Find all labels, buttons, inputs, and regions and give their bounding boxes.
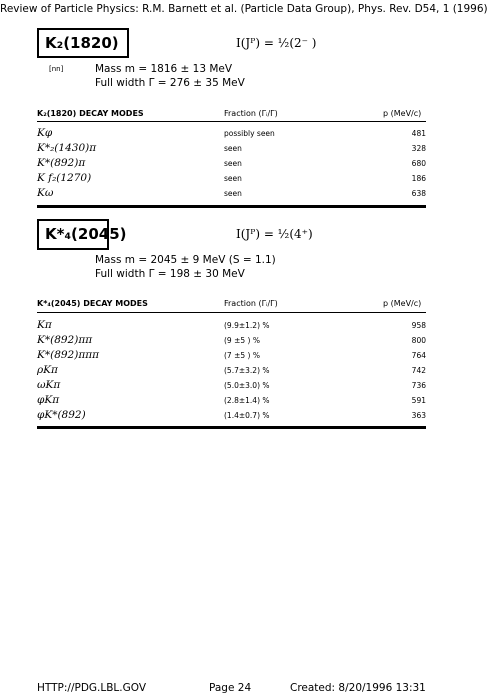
decay-mode: φK*(892) bbox=[37, 409, 86, 421]
quantum-numbers: I(Jᴾ) = ½(4⁺) bbox=[236, 227, 313, 241]
table-row bbox=[37, 364, 426, 376]
width-line: Full width Γ = 198 ± 30 MeV bbox=[95, 268, 245, 280]
decay-mode: Kφ bbox=[37, 127, 53, 139]
momentum: 638 bbox=[411, 189, 426, 198]
table-row bbox=[37, 319, 426, 331]
momentum-header: p (MeV/c) bbox=[383, 299, 422, 308]
momentum: 186 bbox=[411, 174, 426, 183]
mass-line: Mass m = 2045 ± 9 MeV (S = 1.1) bbox=[95, 254, 276, 266]
momentum: 680 bbox=[411, 159, 426, 168]
decay-modes-header: K*₄(2045) DECAY MODES bbox=[37, 299, 148, 308]
particle-name: K₂(1820) bbox=[45, 34, 119, 52]
momentum: 481 bbox=[411, 129, 426, 138]
fraction: seen bbox=[224, 159, 242, 168]
footnote-marker: [nn] bbox=[49, 65, 64, 73]
width-line: Full width Γ = 276 ± 35 MeV bbox=[95, 77, 245, 89]
decay-mode: K*(892)π bbox=[37, 157, 86, 169]
page-header: Review of Particle Physics: R.M. Barnett et al. (Particle Data Group), Phys. Rev. D54, 1 (1996) bbox=[0, 3, 488, 15]
table-row bbox=[37, 187, 426, 199]
section-rule bbox=[37, 426, 426, 429]
footer-url: HTTP://PDG.LBL.GOV bbox=[37, 682, 147, 694]
table-row bbox=[37, 394, 426, 406]
fraction: seen bbox=[224, 174, 242, 183]
particle-name: K*₄(2045) bbox=[45, 225, 127, 243]
table-row bbox=[37, 334, 426, 346]
decay-modes-header: K₂(1820) DECAY MODES bbox=[37, 109, 144, 118]
quantum-numbers: I(Jᴾ) = ½(2⁻ ) bbox=[236, 36, 317, 50]
fraction: (1.4±0.7) % bbox=[224, 411, 270, 420]
fraction: (5.0±3.0) % bbox=[224, 381, 270, 390]
decay-mode: Kπ bbox=[37, 319, 52, 331]
particle-box-k4-2045 bbox=[37, 219, 127, 250]
fraction: possibly seen bbox=[224, 129, 275, 138]
table-row bbox=[37, 379, 426, 391]
section-rule bbox=[37, 205, 426, 208]
fraction: (2.8±1.4) % bbox=[224, 396, 270, 405]
particle-box-k2-1820 bbox=[37, 28, 129, 73]
fraction: (7 ±5 ) % bbox=[224, 351, 260, 360]
mass-line: Mass m = 1816 ± 13 MeV bbox=[95, 63, 233, 75]
fraction: seen bbox=[224, 144, 242, 153]
momentum: 742 bbox=[411, 366, 426, 375]
table-row bbox=[37, 157, 426, 169]
table-row bbox=[37, 409, 426, 421]
decay-mode: K f₂(1270) bbox=[37, 172, 92, 184]
momentum-header: p (MeV/c) bbox=[383, 109, 422, 118]
fraction-header: Fraction (Γᵢ/Γ) bbox=[224, 299, 278, 308]
decay-mode: K*(892)πππ bbox=[37, 349, 100, 361]
fraction-header: Fraction (Γᵢ/Γ) bbox=[224, 109, 278, 118]
momentum: 363 bbox=[411, 411, 426, 420]
table-row bbox=[37, 127, 426, 139]
footer-created: Created: 8/20/1996 13:31 bbox=[290, 682, 426, 694]
decay-mode: Kω bbox=[37, 187, 54, 199]
momentum: 764 bbox=[411, 351, 426, 360]
fraction: (9 ±5 ) % bbox=[224, 336, 260, 345]
table-rule bbox=[37, 121, 426, 122]
momentum: 958 bbox=[411, 321, 426, 330]
decay-mode: ωKπ bbox=[37, 379, 61, 391]
table-rule bbox=[37, 312, 426, 313]
fraction: (9.9±1.2) % bbox=[224, 321, 270, 330]
decay-mode: K*₂(1430)π bbox=[37, 142, 97, 154]
footer-page: Page 24 bbox=[209, 682, 252, 694]
decay-mode: φKπ bbox=[37, 394, 60, 406]
fraction: seen bbox=[224, 189, 242, 198]
momentum: 328 bbox=[411, 144, 426, 153]
table-row bbox=[37, 172, 426, 184]
fraction: (5.7±3.2) % bbox=[224, 366, 270, 375]
table-row bbox=[37, 349, 426, 361]
decay-mode: K*(892)ππ bbox=[37, 334, 93, 346]
table-row bbox=[37, 142, 426, 154]
momentum: 800 bbox=[411, 336, 426, 345]
momentum: 591 bbox=[411, 396, 426, 405]
momentum: 736 bbox=[411, 381, 426, 390]
decay-mode: ρKπ bbox=[37, 364, 58, 376]
